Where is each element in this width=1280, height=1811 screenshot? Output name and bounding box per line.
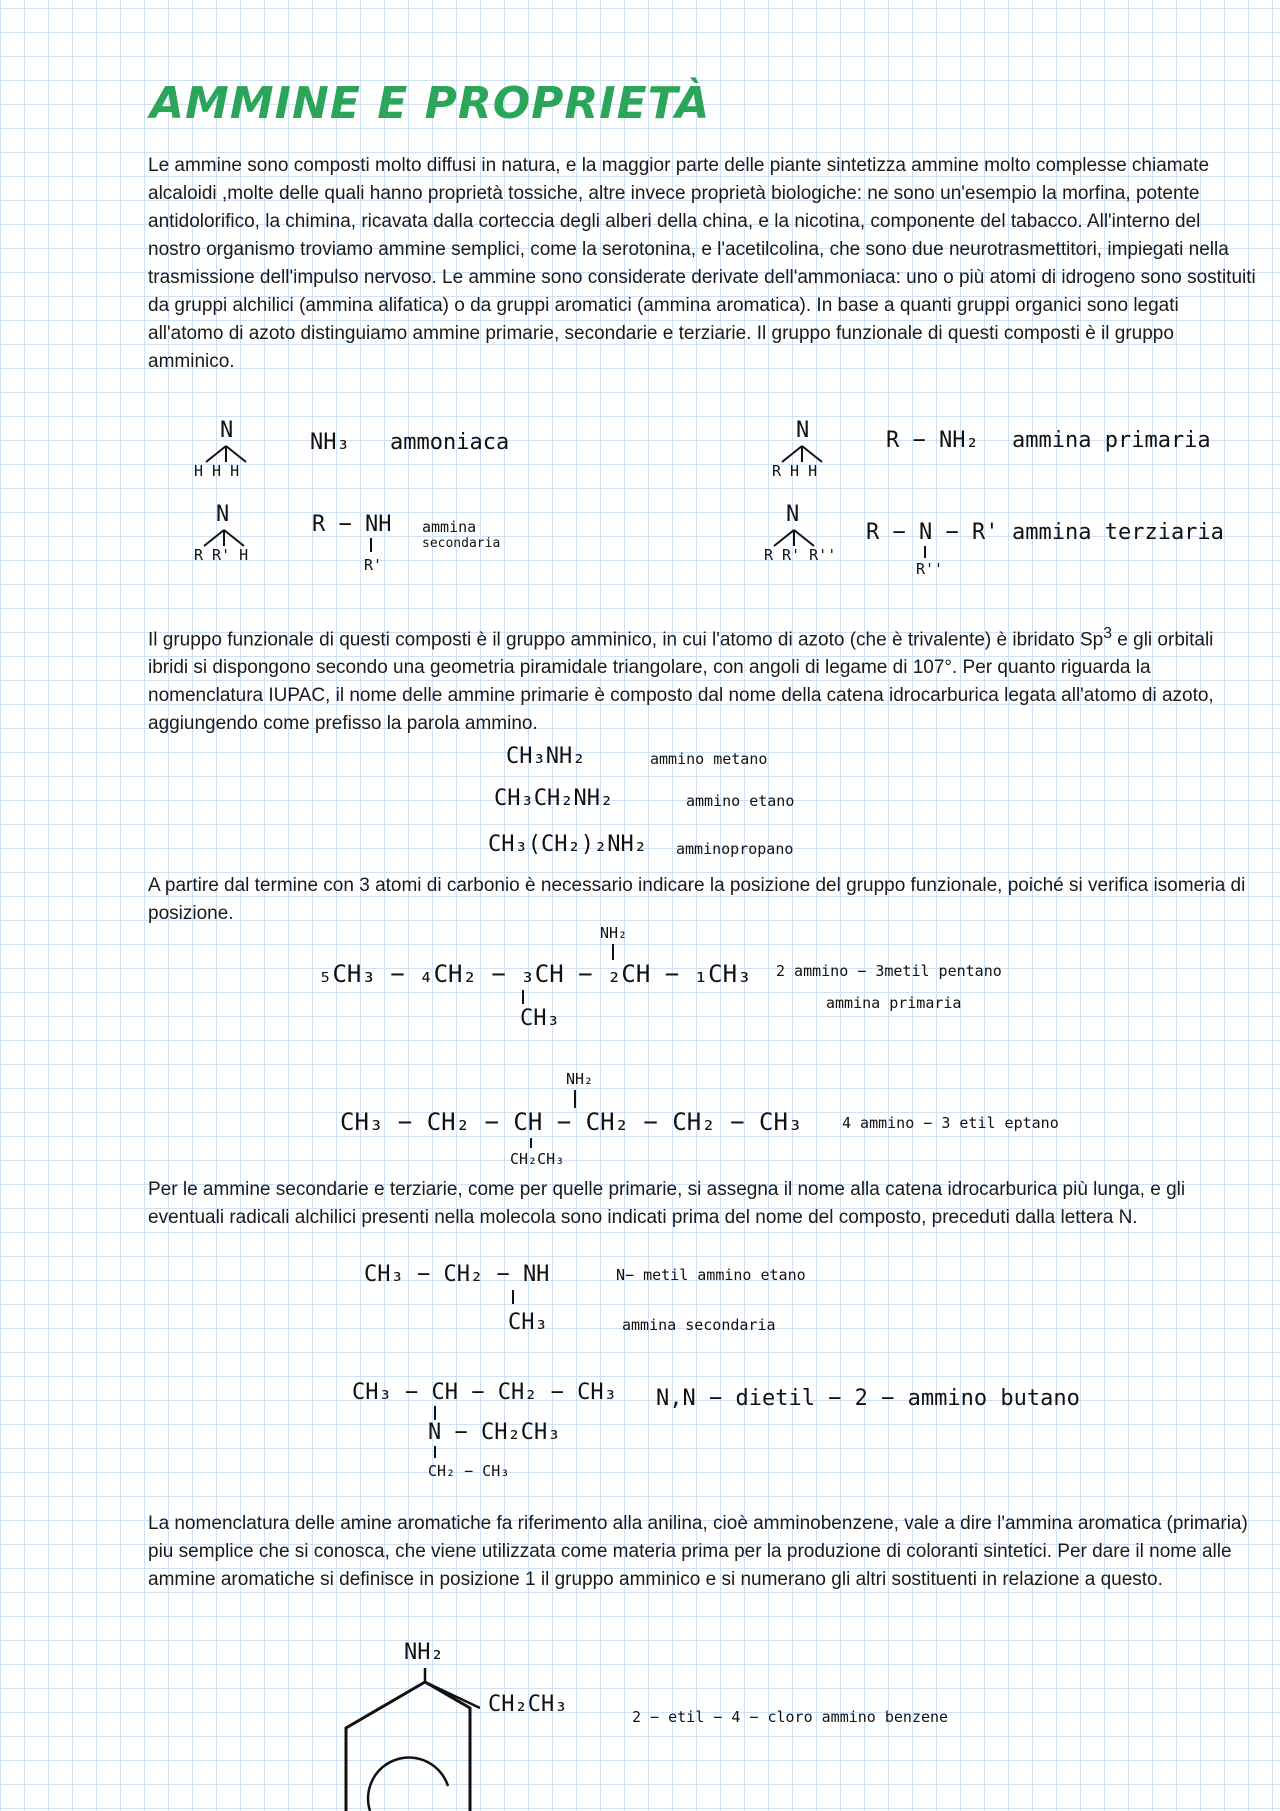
ammonia-name: ammoniaca	[390, 430, 510, 455]
isomer1-class: ammina primaria	[826, 994, 962, 1012]
secondary-paragraph: Per le ammine secondarie e terziarie, come per quelle primarie, si assegna il nome alla catena idrocarburica più lunga, e gli eventuali radicali alchilici presenti nella molecola sono indicati prima del nome del composto, preceduti dalla lettera N.	[148, 1179, 1186, 1228]
ammonia-formula: NH₃	[310, 430, 350, 455]
benzene-ring-icon	[330, 1668, 480, 1811]
secondary2-chain: CH₃ − CH − CH₂ − CH₃	[352, 1380, 617, 1405]
secondary-bonds	[192, 528, 256, 548]
primary-name: ammina primaria	[1012, 428, 1211, 453]
secondary1-name: N− metil ammino etano	[616, 1266, 806, 1284]
tertiary-bonds	[762, 528, 826, 548]
secondary1-bottom: CH₃	[508, 1310, 548, 1335]
isomer1-top-bond	[610, 944, 616, 960]
functional-group-paragraph	[148, 620, 1258, 738]
secondary-subs: R R' H	[194, 546, 249, 564]
example-formula: CH₃(CH₂)₂NH₂	[488, 832, 647, 857]
isomer1-top: NH₂	[600, 924, 628, 942]
aromatic-paragraph: La nomenclatura delle amine aromatiche fa riferimento alla anilina, cioè amminobenzene, vale a dire l'ammina aromatica (primaria) piu semplice che si conosca, che viene utilizzata come materia prima per la produzione di coloranti sintetici. Per dare il nome alle ammine aromatiche si definisce in posizione 1 il gruppo amminico e si numerano gli altri sostituenti in relazione a questo.	[148, 1513, 1248, 1590]
secondary1-chain: CH₃ − CH₂ − NH	[364, 1262, 550, 1287]
primary-bonds	[770, 444, 834, 464]
primary-n: N	[796, 418, 810, 443]
functional-group-sup: 3	[1103, 625, 1113, 642]
secondary2-name: N,N − dietil − 2 − ammino butano	[656, 1386, 1080, 1411]
isomer2-chain: CH₃ − CH₂ − CH − CH₂ − CH₂ − CH₃	[340, 1108, 803, 1136]
isomer2-top: NH₂	[566, 1070, 594, 1088]
primary-formula: R − NH₂	[886, 428, 979, 453]
tertiary-formula: R − N − R'	[866, 520, 999, 545]
tertiary-name: ammina terziaria	[1012, 520, 1224, 545]
secondary-n: N	[216, 502, 230, 527]
tertiary-branch-bond	[922, 546, 928, 558]
primary-subs: R H H	[772, 462, 818, 480]
secondary2-bond-a	[432, 1406, 438, 1420]
isomer2-bottom-bond	[528, 1138, 534, 1148]
isomer1-chain: ₅CH₃ − ₄CH₂ − ₃CH − ₂CH − ₁CH₃	[318, 960, 752, 988]
tertiary-n: N	[786, 502, 800, 527]
isomer2-top-bond	[572, 1090, 578, 1108]
secondary2-mid: N − CH₂CH₃	[428, 1420, 561, 1445]
secondary-formula: R − NH	[312, 512, 392, 537]
tertiary-branch: R''	[916, 560, 944, 578]
secondary2-bond-b	[432, 1446, 438, 1458]
secondary1-bond	[510, 1290, 516, 1304]
ammonia-bonds	[192, 444, 256, 464]
isomerism-paragraph: A partire dal termine con 3 atomi di carbonio è necessario indicare la posizione del gruppo funzionale, poiché si verifica isomeria di posizione.	[148, 875, 1246, 924]
secondary-branch-bond	[368, 538, 374, 552]
isomer1-bottom-bond	[520, 990, 526, 1004]
isomer2-name: 4 ammino − 3 etil eptano	[842, 1114, 1059, 1132]
isomer1-name: 2 ammino − 3metil pentano	[776, 962, 1002, 980]
example-formula: CH₃NH₂	[506, 744, 586, 769]
page-title: AMMINE E PROPRIETÀ	[150, 78, 711, 129]
secondary-branch: R'	[364, 556, 383, 574]
functional-group-text-a: Il gruppo funzionale di questi composti è il gruppo amminico, in cui l'atomo di azoto (che è trivalente) è ibridato Sp	[148, 629, 1104, 651]
secondary1-class: ammina secondaria	[622, 1316, 776, 1334]
ammonia-n: N	[220, 418, 234, 443]
example-formula: CH₃CH₂NH₂	[494, 786, 614, 811]
isomer1-bottom: CH₃	[520, 1006, 560, 1031]
tertiary-subs: R R' R''	[764, 546, 837, 564]
secondary-name: ammina	[422, 518, 477, 536]
aromatic-top: NH₂	[404, 1640, 444, 1665]
functional-group-text-b: e gli orbitali ibridi si dispongono secondo una geometria piramidale triangolare, con angoli di legame di 107°. Per quanto riguarda la nomenclatura IUPAC, il nome delle ammine primarie è composto dal nome della catena idrocarburica legata all'atomo di azoto, aggiungendo come prefisso la parola ammino.	[148, 629, 1214, 735]
example-name: ammino metano	[650, 750, 768, 768]
example-name: ammino etano	[686, 792, 795, 810]
intro-paragraph: Le ammine sono composti molto diffusi in natura, e la maggior parte delle piante sintetizza ammine molto complesse chiamate alcaloidi ,molte delle quali hanno proprietà tossiche, altre invece proprietà biologiche: ne sono un'esempio la morfina, potente antidolorifico, la chimina, ricavata dalla corteccia degli alberi della china, e la nicotina, componente del tabacco. All'interno del nostro organismo troviamo ammine semplici, come la serotonina, e l'acetilcolina, che sono due neurotrasmettitori, impiegati nella trasmissione dell'impulso nervoso. Le ammine sono considerate derivate dell'ammoniaca: uno o più atomi di idrogeno sono sostituiti da gruppi alchilici (ammina alifatica) o da gruppi aromatici (ammina aromatica). In base a quanti gruppi organici sono legati all'atomo di azoto distinguiamo ammine primarie, secondarie e terziarie. Il gruppo funzionale di questi composti è il gruppo amminico.	[148, 155, 1256, 372]
ammonia-subs: H H H	[194, 462, 240, 480]
secondary2-bottom: CH₂ − CH₃	[428, 1462, 510, 1480]
aromatic-name: 2 − etil − 4 − cloro ammino benzene	[632, 1708, 949, 1726]
aromatic-sub: CH₂CH₃	[488, 1692, 568, 1717]
secondary-name-2: secondaria	[422, 536, 501, 551]
example-name: amminopropano	[676, 840, 794, 858]
isomer2-bottom: CH₂CH₃	[510, 1150, 565, 1168]
